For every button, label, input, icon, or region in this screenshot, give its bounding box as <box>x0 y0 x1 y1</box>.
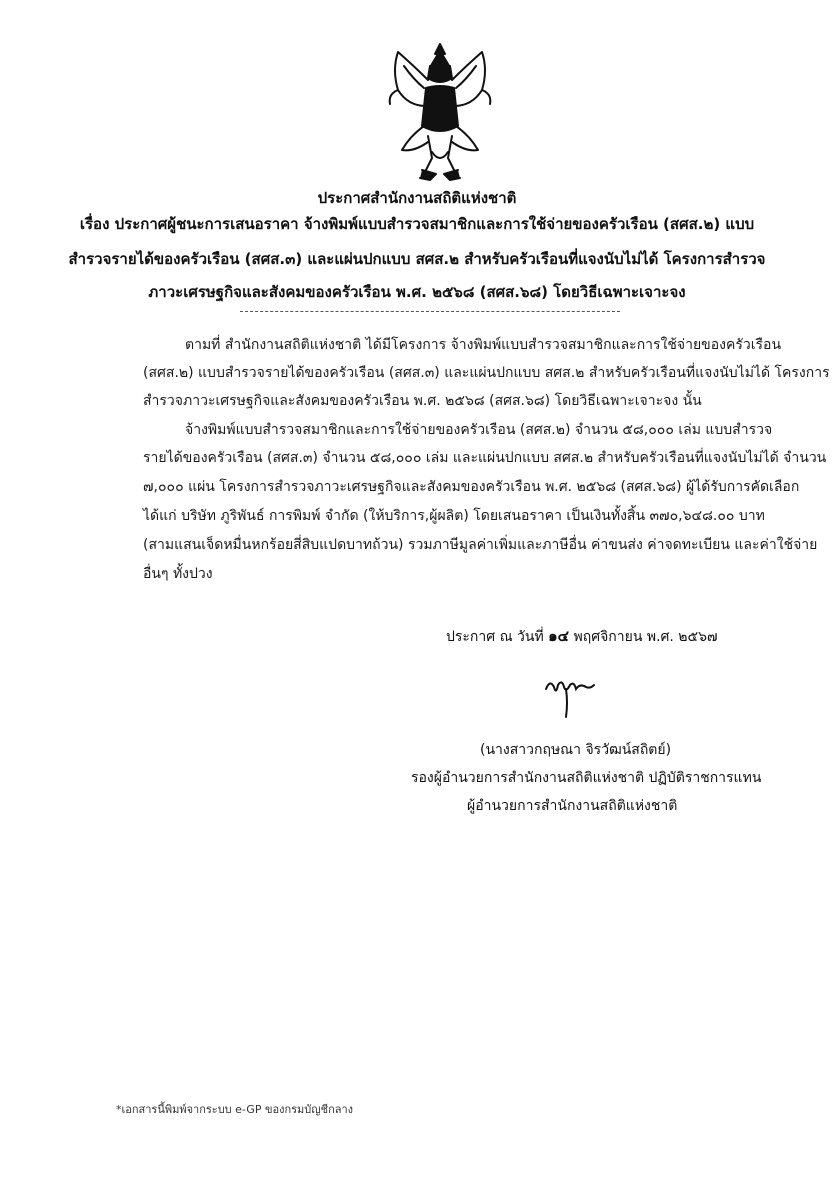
garuda-emblem-icon <box>384 40 496 185</box>
paragraph2-line-1: จ้างพิมพ์แบบสำรวจสมาชิกและการใช้จ่ายของครัวเรือน (สศส.๒) จำนวน ๕๘,๐๐๐ เล่ม แบบสำรวจ <box>185 422 773 438</box>
announcement-suffix: พฤศจิกายน พ.ศ. ๒๕๖๗ <box>573 629 718 645</box>
paragraph1-line-1: ตามที่ สำนักงานสถิติแห่งชาติ ได้มีโครงการ จ้างพิมพ์แบบสำรวจสมาชิกและการใช้จ่ายของครัวเรือน <box>185 337 782 353</box>
footnote: *เอกสารนี้พิมพ์จากระบบ e-GP ของกรมบัญชีกลาง <box>116 1103 354 1116</box>
signatory-position-2: ผู้อำนวยการสำนักงานสถิติแห่งชาติ <box>467 798 678 814</box>
paragraph2-line-5: (สามแสนเจ็ดหมื่นหกร้อยสี่สิบแปดบาทถ้วน) รวมภาษีมูลค่าเพิ่มและภาษีอื่น ค่าขนส่ง ค่าจดทะเบียน และค่าใช้จ่าย <box>143 537 818 553</box>
paragraph2-line-4: ได้แก่ บริษัท ภูริพันธ์ การพิมพ์ จำกัด (ให้บริการ,ผู้ผลิต) โดยเสนอราคา เป็นเงินทั้งสิ้น ๓๗๐,๖๔๘.๐๐ บาท <box>143 508 765 524</box>
paragraph2-line-6: อื่นๆ ทั้งปวง <box>143 566 213 582</box>
announcement-date <box>446 624 718 648</box>
paragraph1-line-3: สำรวจภาวะเศรษฐกิจและสังคมของครัวเรือน พ.ศ. ๒๕๖๘ (สศส.๖๘) โดยวิธีเฉพาะเจาะจง นั้น <box>143 393 702 409</box>
paragraph1-line-2: (สศส.๒) แบบสำรวจรายได้ของครัวเรือน (สศส.๓) และแผ่นปกแบบ สศส.๒ สำหรับครัวเรือนที่แจงนับไม่ได้ โครงการ <box>143 365 830 381</box>
announcement-prefix: ประกาศ ณ วันที่ <box>446 629 544 645</box>
handwritten-signature <box>540 675 600 720</box>
paragraph2-line-2: รายได้ของครัวเรือน (สศส.๓) จำนวน ๕๘,๐๐๐ เล่ม และแผ่นปกแบบ สศส.๒ สำหรับครัวเรือนที่แจงนับไม่ได้ จำนวน <box>143 450 827 466</box>
signatory-position-1: รองผู้อำนวยการสำนักงานสถิติแห่งชาติ ปฏิบัติราชการแทน <box>411 770 762 786</box>
agency-title: ประกาศสำนักงานสถิติแห่งชาติ <box>317 189 517 207</box>
subject-line-2: สำรวจรายได้ของครัวเรือน (สศส.๓) และแผ่นปกแบบ สศส.๒ สำหรับครัวเรือนที่แจงนับไม่ได้ โครงการสำรวจ <box>68 250 766 268</box>
subject-line-3: ภาวะเศรษฐกิจและสังคมของครัวเรือน พ.ศ. ๒๕๖๘ (สศส.๖๘) โดยวิธีเฉพาะเจาะจง <box>148 283 686 301</box>
subject-line-1: เรื่อง ประกาศผู้ชนะการเสนอราคา จ้างพิมพ์แบบสำรวจสมาชิกและการใช้จ่ายของครัวเรือน (สศส.๒) แบบ <box>79 215 755 233</box>
signatory-name: (นางสาวกฤษณา จิรวัฒน์สถิตย์) <box>480 742 672 758</box>
announcement-day: ๑๔ <box>548 627 570 645</box>
header-divider <box>240 311 620 312</box>
paragraph2-line-3: ๗,๐๐๐ แผ่น โครงการสำรวจภาวะเศรษฐกิจและสังคมของครัวเรือน พ.ศ. ๒๕๖๘ (สศส.๖๘) ผู้ได้รับการคัดเลือก <box>143 479 800 495</box>
